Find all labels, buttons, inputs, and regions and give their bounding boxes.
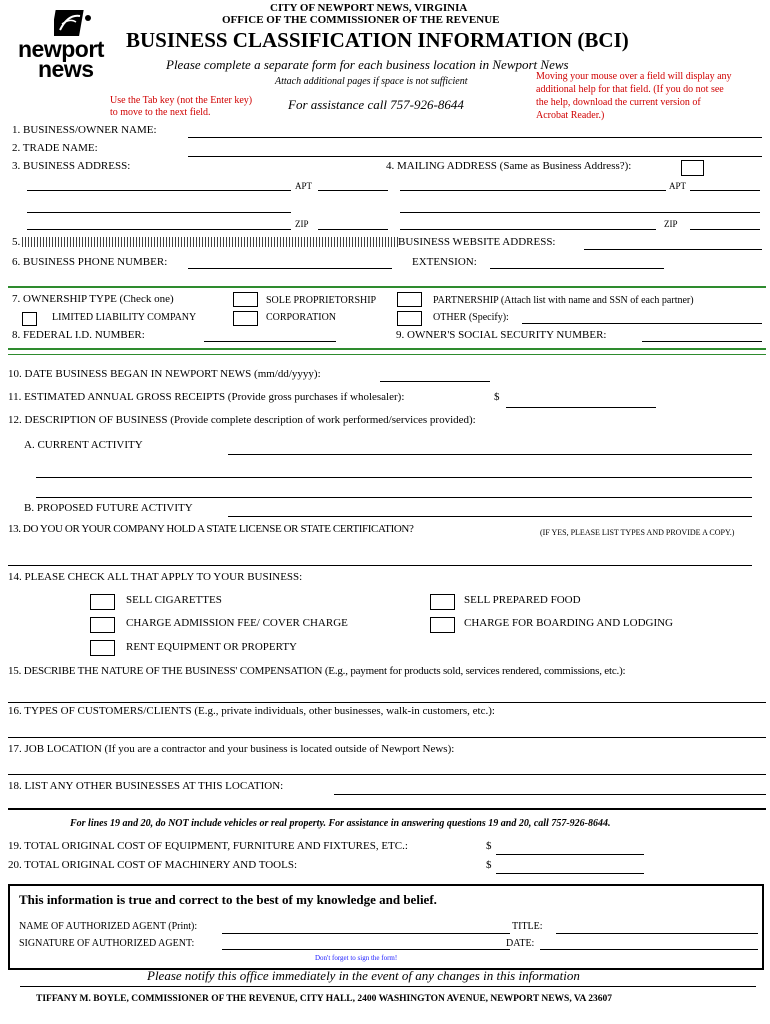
trade-name-input[interactable] <box>188 156 762 157</box>
machinery-cost-input[interactable] <box>496 873 644 874</box>
page-title: BUSINESS CLASSIFICATION INFORMATION (BCI) <box>126 28 629 52</box>
corporation-label: CORPORATION <box>266 312 337 323</box>
section-divider-black <box>8 808 766 810</box>
business-owner-name-input[interactable] <box>188 137 762 138</box>
field-5-garbled-text <box>22 237 398 247</box>
attach-note: Attach additional pages if space is not sufficient <box>275 76 468 87</box>
mailing-address-line3[interactable] <box>400 229 656 230</box>
business-zip-input[interactable] <box>318 229 388 230</box>
title-input[interactable] <box>556 933 758 934</box>
business-website-label: BUSINESS WEBSITE ADDRESS: <box>398 236 556 248</box>
mailing-zip-label: ZIP <box>664 219 678 229</box>
machinery-cost-dollar: $ <box>486 859 492 871</box>
boarding-lodging-label: CHARGE FOR BOARDING AND LODGING <box>464 617 674 629</box>
owner-ssn-input[interactable] <box>642 341 762 342</box>
same-address-checkbox[interactable] <box>681 160 704 176</box>
rent-equipment-checkbox[interactable] <box>90 640 115 656</box>
help-note-line1: Moving your mouse over a field will display any <box>536 71 732 82</box>
customers-label: 16. TYPES OF CUSTOMERS/CLIENTS (E.g., private individuals, other businesses, walk-in customers, etc.): <box>8 705 495 717</box>
city-heading: CITY OF NEWPORT NEWS, VIRGINIA <box>270 2 468 14</box>
other-businesses-input[interactable] <box>334 794 766 795</box>
other-businesses-label: 18. LIST ANY OTHER BUSINESSES AT THIS LOCATION: <box>8 780 284 792</box>
footer-address: TIFFANY M. BOYLE, COMMISSIONER OF THE REVENUE, CITY HALL, 2400 WASHINGTON AVENUE, NEWPORT NEWS, VA 23607 <box>36 994 613 1004</box>
state-license-label: 13. DO YOU OR YOUR COMPANY HOLD A STATE LICENSE OR STATE CERTIFICATION? <box>8 523 414 535</box>
certification-box <box>8 884 764 970</box>
mailing-address-line2[interactable] <box>400 212 760 213</box>
equipment-cost-input[interactable] <box>496 854 644 855</box>
sell-prepared-food-checkbox[interactable] <box>430 594 455 610</box>
other-label: OTHER (Specify): <box>433 312 509 323</box>
trade-name-label: 2. TRADE NAME: <box>12 142 98 154</box>
sign-reminder: Don't forget to sign the form! <box>315 954 398 962</box>
equipment-cost-label: 19. TOTAL ORIGINAL COST OF EQUIPMENT, FURNITURE AND FIXTURES, ETC.: <box>8 840 408 852</box>
partnership-label: PARTNERSHIP (Attach list with name and SSN of each partner) <box>433 295 694 306</box>
signature-label: SIGNATURE OF AUTHORIZED AGENT: <box>19 938 195 949</box>
business-owner-name-label: 1. BUSINESS/OWNER NAME: <box>12 124 157 136</box>
llc-label: LIMITED LIABILITY COMPANY <box>52 312 197 323</box>
partnership-checkbox[interactable] <box>397 292 422 307</box>
current-activity-input-3[interactable] <box>36 497 752 498</box>
federal-id-label: 8. FEDERAL I.D. NUMBER: <box>12 329 145 341</box>
sell-cigarettes-checkbox[interactable] <box>90 594 115 610</box>
mailing-address-label: 4. MAILING ADDRESS (Same as Business Address?): <box>386 160 632 172</box>
lines-19-20-note: For lines 19 and 20, do NOT include vehicles or real property. For assistance in answering questions 19 and 20, call 757-926-8644. <box>70 818 611 829</box>
section-divider-green-2 <box>8 348 766 350</box>
sell-cigarettes-label: SELL CIGARETTES <box>126 594 222 606</box>
help-note-line3: the help, download the current version of <box>536 97 701 108</box>
logo <box>18 8 118 82</box>
equipment-cost-dollar: $ <box>486 840 492 852</box>
assistance-note: For assistance call 757-926-8644 <box>288 97 464 112</box>
extension-input[interactable] <box>490 268 664 269</box>
job-location-input[interactable] <box>8 774 766 775</box>
proposed-activity-input[interactable] <box>228 516 752 517</box>
mailing-apt-label: APT <box>669 181 687 191</box>
ownership-type-label: 7. OWNERSHIP TYPE (Check one) <box>12 293 174 305</box>
field-5-number: 5. <box>12 236 21 248</box>
date-began-input[interactable] <box>380 381 490 382</box>
business-zip-label: ZIP <box>295 219 309 229</box>
compensation-input[interactable] <box>8 702 766 703</box>
date-began-label: 10. DATE BUSINESS BEGAN IN NEWPORT NEWS (mm/dd/yyyy): <box>8 368 321 380</box>
help-note-line4: Acrobat Reader.) <box>536 110 605 121</box>
business-address-line3[interactable] <box>27 229 291 230</box>
subtitle: Please complete a separate form for each business location in Newport News <box>166 57 569 72</box>
section-divider-green <box>8 286 766 288</box>
state-license-input[interactable] <box>8 565 752 566</box>
help-note <box>536 70 732 122</box>
admission-fee-label: CHARGE ADMISSION FEE/ COVER CHARGE <box>126 617 348 629</box>
state-license-note: (IF YES, PLEASE LIST TYPES AND PROVIDE A COPY.) <box>540 528 735 537</box>
business-address-line2[interactable] <box>27 212 291 213</box>
business-phone-input[interactable] <box>188 268 392 269</box>
help-note-line2: additional help for that field. (If you do not see <box>536 84 724 95</box>
federal-id-input[interactable] <box>204 341 336 342</box>
corporation-checkbox[interactable] <box>233 311 258 326</box>
boarding-lodging-checkbox[interactable] <box>430 617 455 633</box>
current-activity-input-2[interactable] <box>36 477 752 478</box>
logo-text-newport: newport <box>18 36 104 62</box>
customers-input[interactable] <box>8 737 766 738</box>
logo-text-news: news <box>38 56 94 82</box>
tab-note-line2: to move to the next field. <box>110 107 211 118</box>
section-divider-green-3 <box>8 354 766 355</box>
office-heading: OFFICE OF THE COMMISSIONER OF THE REVENUE <box>222 14 500 26</box>
gross-receipts-dollar: $ <box>494 391 500 403</box>
mailing-apt-input[interactable] <box>690 190 760 191</box>
tab-note-line1: Use the Tab key (not the Enter key) <box>110 95 253 106</box>
check-all-label: 14. PLEASE CHECK ALL THAT APPLY TO YOUR BUSINESS: <box>8 571 303 583</box>
business-apt-label: APT <box>295 181 313 191</box>
llc-checkbox[interactable] <box>22 312 37 326</box>
agent-name-label: NAME OF AUTHORIZED AGENT (Print): <box>19 921 198 932</box>
agent-name-input[interactable] <box>222 933 510 934</box>
other-specify-input[interactable] <box>522 323 762 324</box>
mailing-address-line1[interactable] <box>400 190 666 191</box>
title-label: TITLE: <box>512 921 543 932</box>
compensation-label: 15. DESCRIBE THE NATURE OF THE BUSINESS' COMPENSATION (E.g., payment for products sold, services rendered, commissions, etc.): <box>8 665 626 677</box>
business-address-label: 3. BUSINESS ADDRESS: <box>12 160 131 172</box>
extension-label: EXTENSION: <box>412 256 477 268</box>
current-activity-input-1[interactable] <box>228 454 752 455</box>
sell-prepared-food-label: SELL PREPARED FOOD <box>464 594 581 606</box>
sole-proprietorship-label: SOLE PROPRIETORSHIP <box>266 295 377 306</box>
gross-receipts-label: 11. ESTIMATED ANNUAL GROSS RECEIPTS (Provide gross purchases if wholesaler): <box>8 391 405 403</box>
owner-ssn-label: 9. OWNER'S SOCIAL SECURITY NUMBER: <box>396 329 607 341</box>
business-address-line1[interactable] <box>27 190 291 191</box>
mailing-zip-input[interactable] <box>690 229 760 230</box>
gross-receipts-input[interactable] <box>506 407 656 408</box>
signature-input[interactable] <box>222 949 510 950</box>
tab-note <box>110 95 252 119</box>
proposed-activity-label: B. PROPOSED FUTURE ACTIVITY <box>24 502 193 514</box>
sole-proprietorship-checkbox[interactable] <box>233 292 258 307</box>
date-input[interactable] <box>540 949 758 950</box>
business-apt-input[interactable] <box>318 190 388 191</box>
rent-equipment-label: RENT EQUIPMENT OR PROPERTY <box>126 641 297 653</box>
job-location-label: 17. JOB LOCATION (If you are a contractor and your business is located outside of Newport News): <box>8 743 455 755</box>
machinery-cost-label: 20. TOTAL ORIGINAL COST OF MACHINERY AND TOOLS: <box>8 859 298 871</box>
business-phone-label: 6. BUSINESS PHONE NUMBER: <box>12 256 168 268</box>
business-website-input[interactable] <box>584 249 762 250</box>
notify-notice: Please notify this office immediately in the event of any changes in this information <box>147 968 580 983</box>
other-checkbox[interactable] <box>397 311 422 326</box>
description-label: 12. DESCRIPTION OF BUSINESS (Provide complete description of work performed/services provided): <box>8 414 476 426</box>
current-activity-label: A. CURRENT ACTIVITY <box>24 439 143 451</box>
certification-statement: This information is true and correct to the best of my knowledge and belief. <box>19 892 437 907</box>
footer-divider <box>20 986 756 987</box>
admission-fee-checkbox[interactable] <box>90 617 115 633</box>
date-label: DATE: <box>506 938 535 949</box>
